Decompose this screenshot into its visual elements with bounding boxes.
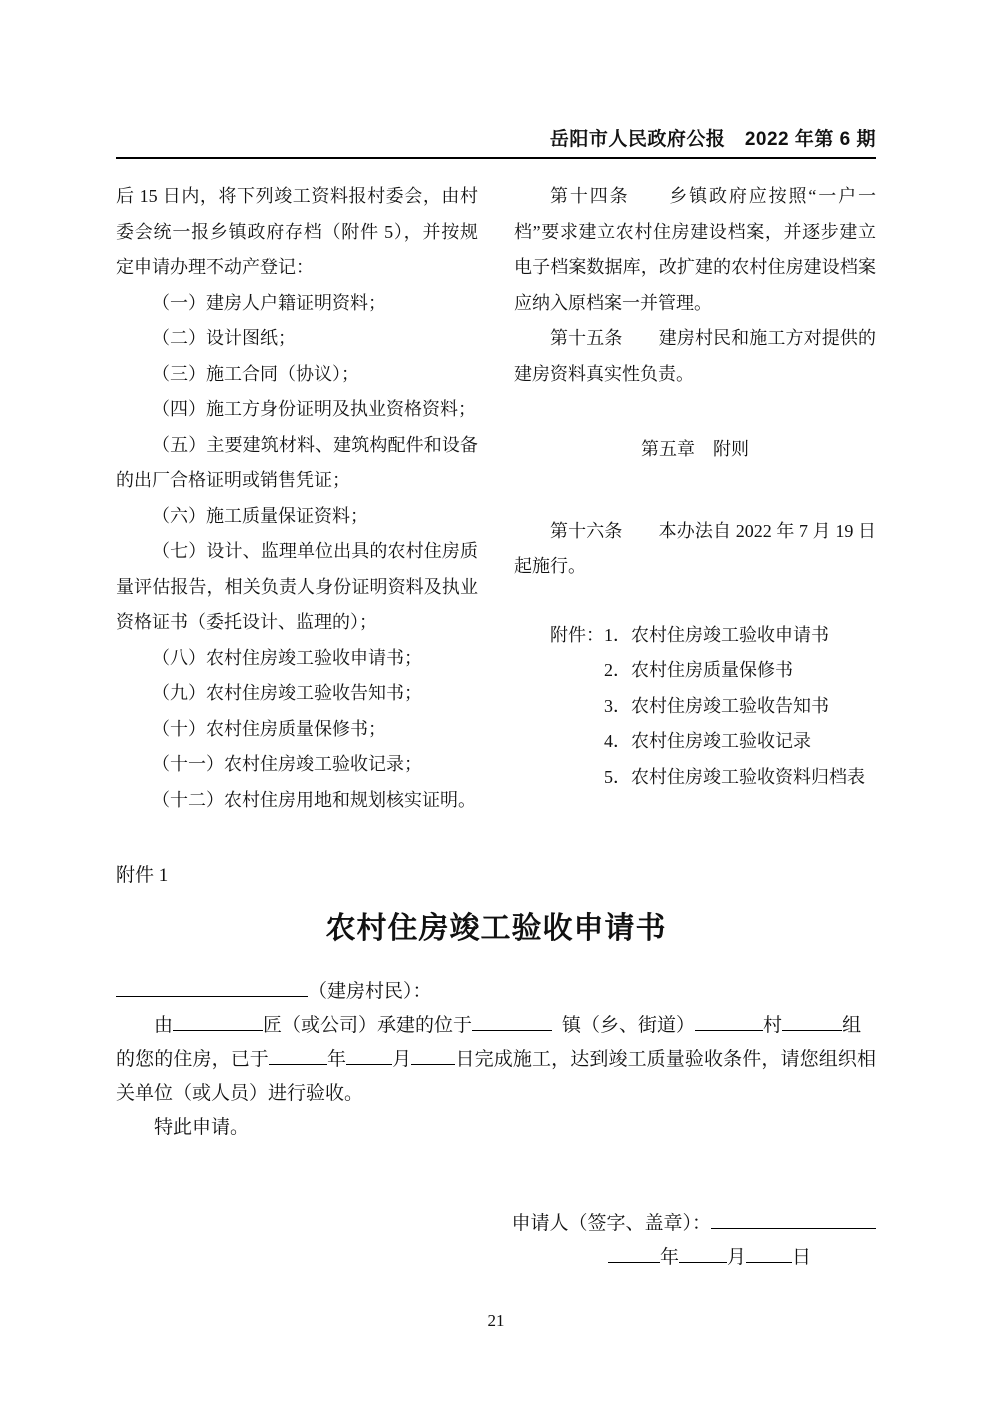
attachment-item: 附件：1．农村住房竣工验收申请书: [550, 624, 829, 645]
annex-title: 农村住房竣工验收申请书: [325, 912, 667, 945]
list-item: （三）施工合同（协议）；: [152, 363, 359, 384]
completion-text: 日完成施工，达到竣工质量验收条件，请您组织相关单位（或人员）进行验收。: [116, 1049, 876, 1104]
signature-line: [116, 1207, 876, 1241]
fill-in-blank: [695, 1012, 763, 1031]
left-column: [116, 179, 478, 818]
annex-1-label: 附件 1: [116, 865, 169, 886]
fill-in-blank: [679, 1244, 727, 1263]
gazette-title: 岳阳市人民政府公报 2022 年第 6 期: [549, 129, 876, 150]
list-item: （五）主要建筑材料、建筑构配件和设备的出厂合格证明或销售凭证；: [116, 434, 478, 490]
application-form: [116, 975, 876, 1275]
builder-line-text: 组: [842, 1015, 862, 1036]
builder-line-text: 由: [154, 1015, 174, 1036]
date-line: [116, 1241, 876, 1275]
fill-in-blank: [711, 1210, 876, 1229]
article-14-paragraph: 第十四条 乡镇政府应按照“一户一档”要求建立农村住房建设档案，并逐步建立电子档案数据库，改扩建的农村住房建设档案应纳入原档案一并管理。: [514, 186, 876, 313]
attachment-item: 2．农村住房质量保修书: [604, 660, 793, 680]
fill-in-blank: [346, 1046, 392, 1065]
attachment-item: 5．农村住房竣工验收资料归档表: [604, 766, 865, 787]
fill-in-blank: [608, 1244, 660, 1263]
date-text: 年: [659, 1247, 679, 1268]
completion-text: 的您的住房，已于: [116, 1049, 269, 1070]
completion-paragraph: [116, 1043, 876, 1111]
date-text: 月: [726, 1247, 746, 1268]
attachment-item: 4．农村住房竣工验收记录: [604, 731, 811, 751]
chapter-5-heading: 第五章 附则: [641, 439, 749, 459]
page-header: [116, 0, 876, 159]
addressee-suffix: （建房村民）：: [308, 981, 432, 1002]
signature-label: 申请人（签字、盖章）：: [511, 1213, 711, 1234]
list-item: （八）农村住房竣工验收申请书；: [152, 647, 422, 668]
list-item: （七）设计、监理单位出具的农村住房质量评估报告，相关负责人身份证明资料及执业资格证书（委托设计、监理的）；: [116, 541, 478, 632]
attachment-item: 3．农村住房竣工验收告知书: [604, 695, 829, 716]
fill-in-blank: [116, 978, 308, 997]
list-item: （十二）农村住房用地和规划核实证明。: [152, 789, 476, 810]
list-item: （六）施工质量保证资料；: [152, 505, 368, 526]
builder-line-text: 镇（乡、街道）: [562, 1015, 696, 1036]
list-item: （四）施工方身份证明及执业资格资料；: [152, 399, 476, 419]
right-column: [514, 179, 876, 818]
fill-in-blank: [472, 1012, 552, 1031]
apply-statement: 特此申请。: [154, 1117, 250, 1138]
list-item: （十一）农村住房竣工验收记录；: [152, 754, 422, 774]
builder-line: [116, 1009, 876, 1043]
two-column-body: [116, 179, 876, 818]
builder-line-text: 匠（或公司）承建的位于: [263, 1015, 473, 1036]
page-number: 21: [487, 1311, 505, 1330]
list-item: （九）农村住房竣工验收告知书；: [152, 683, 422, 703]
addressee-line: [116, 975, 876, 1009]
continuation-paragraph: 后 15 日内，将下列竣工资料报村委会，由村委会统一报乡镇政府存档（附件 5），并按规定申请办理不动产登记：: [116, 186, 478, 277]
completion-text: 月: [392, 1049, 412, 1070]
list-item: （一）建房人户籍证明资料；: [152, 292, 386, 313]
article-16-paragraph: 第十六条 本办法自 2022 年 7 月 19 日起施行。: [514, 520, 876, 576]
fill-in-blank: [746, 1244, 792, 1263]
fill-in-blank: [269, 1046, 327, 1065]
fill-in-blank: [411, 1046, 455, 1065]
fill-in-blank: [782, 1012, 842, 1031]
attachment-list: [514, 618, 876, 796]
fill-in-blank: [173, 1012, 263, 1031]
date-text: 日: [791, 1247, 811, 1268]
list-item: （十）农村住房质量保修书；: [152, 718, 386, 739]
builder-line-text: 村: [763, 1015, 783, 1036]
completion-text: 年: [326, 1049, 347, 1070]
article-15-paragraph: 第十五条 建房村民和施工方对提供的建房资料真实性负责。: [514, 328, 876, 384]
list-item: （二）设计图纸；: [152, 328, 296, 348]
